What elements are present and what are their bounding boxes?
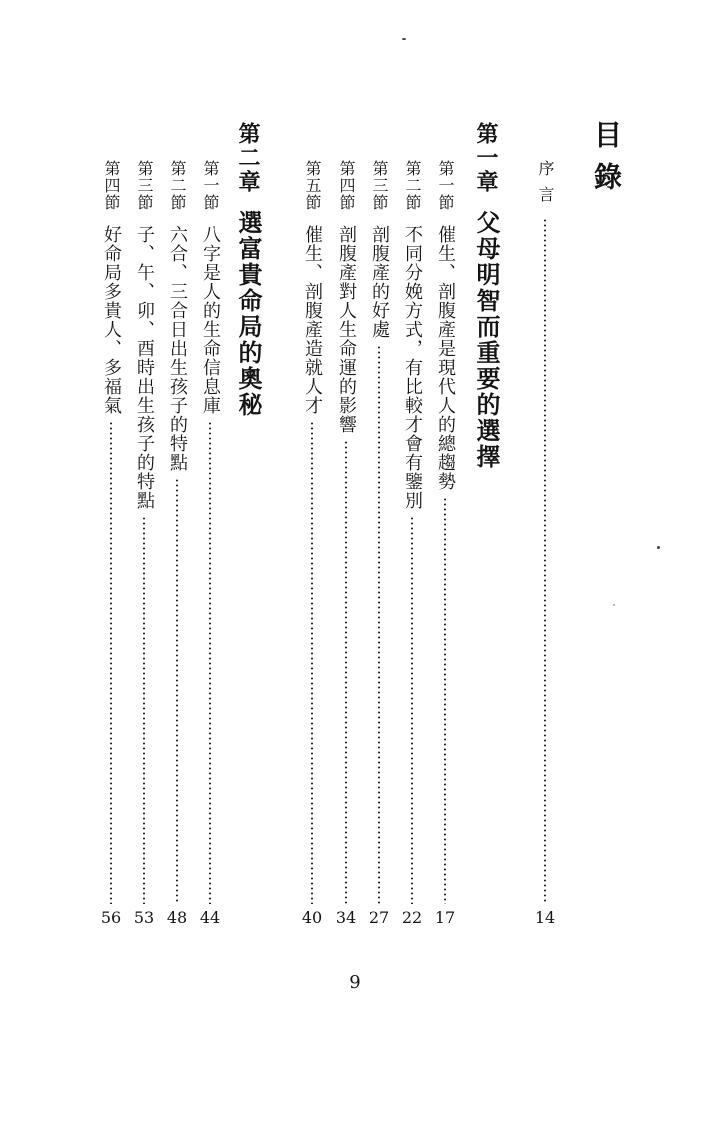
section-label: 第三節 bbox=[370, 160, 389, 211]
toc-entry-preface[interactable] bbox=[530, 160, 560, 927]
toc-entry-ch1-sec5[interactable] bbox=[297, 160, 327, 927]
section-title: 六合、三合日出生孩子的特點 bbox=[167, 225, 188, 472]
toc-heading: 目錄 bbox=[590, 120, 623, 204]
section-label: 第三節 bbox=[135, 160, 154, 211]
dot-leader bbox=[378, 345, 380, 904]
section-label: 第二節 bbox=[403, 160, 422, 211]
toc-entry-ch1-sec3[interactable] bbox=[364, 160, 394, 927]
page-number: 9 bbox=[349, 972, 361, 993]
section-label: 第二節 bbox=[168, 160, 187, 211]
section-title: 催生、剖腹產造就人才 bbox=[302, 225, 323, 415]
section-title: 子、午、卯、酉時出生孩子的特點 bbox=[134, 225, 155, 510]
chapter-label: 第一章 bbox=[473, 122, 499, 194]
chapter-title: 父母明智而重要的選擇 bbox=[472, 210, 501, 470]
page-ref: 34 bbox=[335, 908, 357, 927]
chapter-2-heading[interactable] bbox=[228, 122, 268, 882]
chapter-label: 第二章 bbox=[235, 122, 261, 194]
page-ref: 22 bbox=[401, 908, 423, 927]
dot-leader bbox=[444, 497, 446, 904]
toc-entry-ch2-sec2[interactable] bbox=[162, 160, 192, 927]
section-title: 不同分娩方式，有比較才會有鑒別 bbox=[402, 225, 423, 510]
section-label: 第四節 bbox=[102, 160, 121, 211]
page-ref: 53 bbox=[133, 908, 155, 927]
toc-entry-ch1-sec4[interactable] bbox=[331, 160, 361, 927]
page-ref: 27 bbox=[368, 908, 390, 927]
section-label: 第五節 bbox=[303, 160, 322, 211]
toc-entry-ch2-sec4[interactable] bbox=[96, 160, 126, 927]
dot-leader bbox=[143, 516, 145, 904]
dot-leader bbox=[345, 440, 347, 904]
chapter-title: 選富貴命局的奧秘 bbox=[234, 210, 263, 418]
dot-leader bbox=[110, 421, 112, 904]
scan-speck bbox=[402, 38, 406, 40]
section-label: 第一節 bbox=[201, 160, 220, 211]
chapter-1-heading[interactable] bbox=[466, 122, 506, 882]
section-title: 剖腹產的好處 bbox=[369, 225, 390, 339]
section-label: 第四節 bbox=[337, 160, 356, 211]
dot-leader bbox=[544, 218, 546, 904]
preface-label: 序言 bbox=[536, 160, 555, 212]
scan-speck bbox=[613, 604, 615, 606]
section-label: 第一節 bbox=[436, 160, 455, 211]
toc-entry-ch2-sec1[interactable] bbox=[195, 160, 225, 927]
page-ref: 14 bbox=[534, 908, 556, 927]
section-title: 好命局多貴人、多福氣 bbox=[101, 225, 122, 415]
page-ref: 56 bbox=[100, 908, 122, 927]
scan-speck bbox=[657, 546, 660, 549]
dot-leader bbox=[411, 516, 413, 904]
page-ref: 17 bbox=[434, 908, 456, 927]
section-title: 剖腹產對人生命運的影響 bbox=[336, 225, 357, 434]
dot-leader bbox=[209, 421, 211, 904]
toc-entry-ch1-sec1[interactable] bbox=[430, 160, 460, 927]
page-ref: 44 bbox=[199, 908, 221, 927]
page-ref: 40 bbox=[301, 908, 323, 927]
section-title: 催生、剖腹產是現代人的總趨勢 bbox=[435, 225, 456, 491]
page-ref: 48 bbox=[166, 908, 188, 927]
section-title: 八字是人的生命信息庫 bbox=[200, 225, 221, 415]
toc-entry-ch1-sec2[interactable] bbox=[397, 160, 427, 927]
dot-leader bbox=[176, 478, 178, 904]
toc-entry-ch2-sec3[interactable] bbox=[129, 160, 159, 927]
dot-leader bbox=[311, 421, 313, 904]
